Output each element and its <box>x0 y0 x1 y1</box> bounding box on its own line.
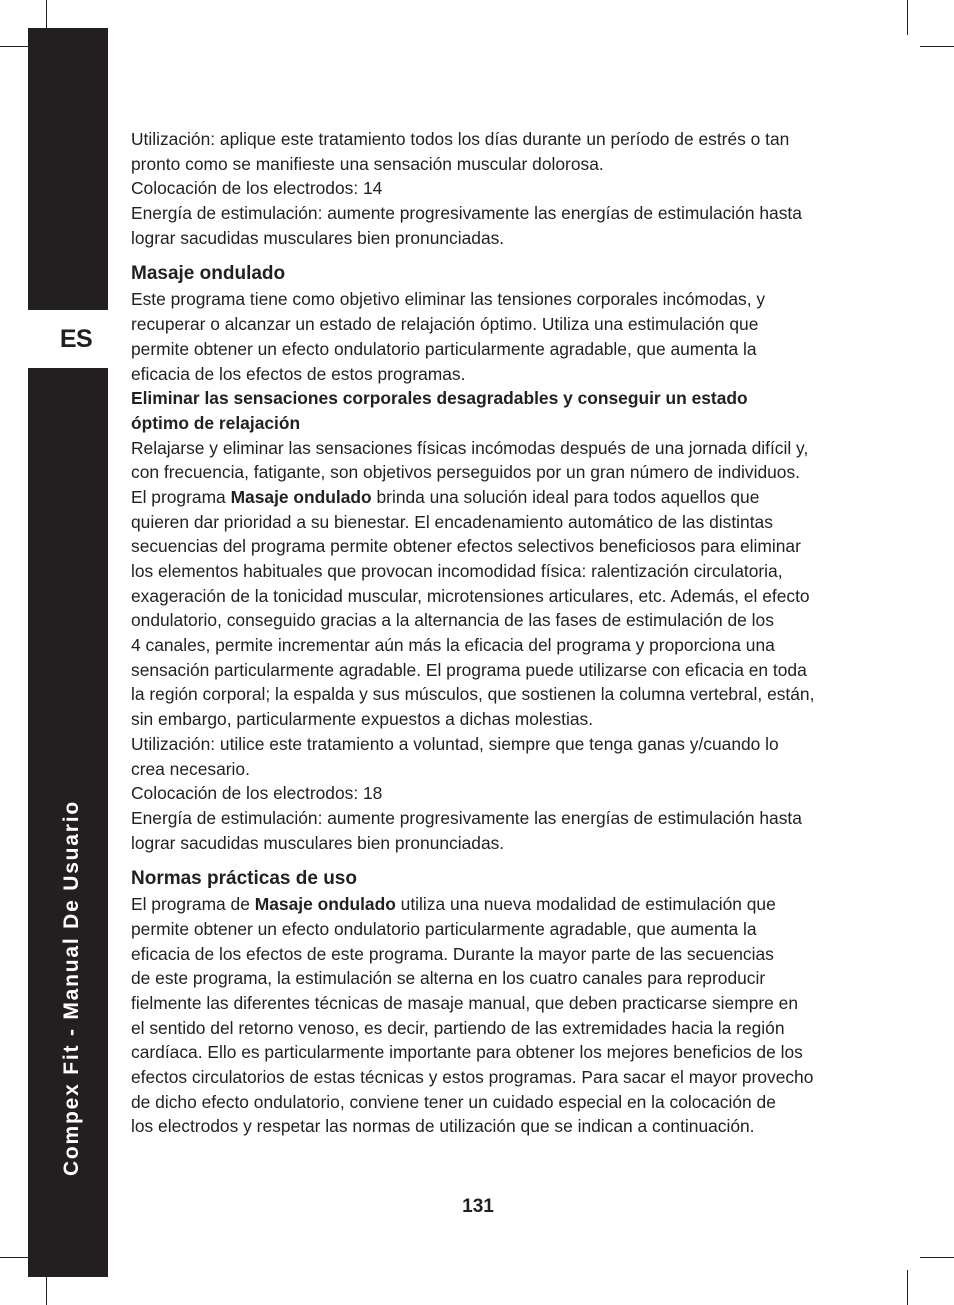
section-heading: Masaje ondulado <box>131 263 286 285</box>
text-line: quieren dar prioridad a su bienestar. El encadenamiento automático de las distintas <box>131 511 773 532</box>
program-description <box>131 287 851 386</box>
text-line: cardíaca. Ello es particularmente importante para obtener los mejores beneficios de los <box>131 1042 803 1063</box>
text-line: Utilización: utilice este tratamiento a voluntad, siempre que tenga ganas y/cuando lo <box>131 733 779 754</box>
section-masaje-ondulado <box>131 261 851 855</box>
crop-mark <box>920 1257 954 1258</box>
intro-block <box>131 127 851 250</box>
text-line: Energía de estimulación: aumente progresivamente las energías de estimulación hasta <box>131 203 802 224</box>
text-line: lograr sacudidas musculares bien pronunciadas. <box>131 832 505 853</box>
crop-mark <box>46 0 47 28</box>
subheading-line: Eliminar las sensaciones corporales desagradables y conseguir un estado <box>131 388 748 409</box>
language-label: ES <box>59 325 93 353</box>
text-line: de este programa, la estimulación se alterna en los cuatro canales para reproducir <box>131 968 766 989</box>
subheading <box>131 386 851 435</box>
text-segment: El programa de <box>131 894 255 915</box>
text-line: eficacia de los efectos de estos programas. <box>131 363 466 384</box>
crop-mark <box>907 0 908 35</box>
text-line: recuperar o alcanzar un estado de relajación óptimo. Utiliza una estimulación que <box>131 314 759 335</box>
section-heading: Normas prácticas de uso <box>131 868 357 890</box>
main-text-column <box>131 127 851 1139</box>
crop-mark <box>46 1277 47 1305</box>
text-line: eficacia de los efectos de este programa. Durante la mayor parte de las secuencias <box>131 943 774 964</box>
text-line: ondulatorio, conseguido gracias a la alternancia de las fases de estimulación de los <box>131 610 774 631</box>
program-body <box>131 436 851 856</box>
text-line: Energía de estimulación: aumente progresivamente las energías de estimulación hasta <box>131 807 802 828</box>
program-name-bold: Masaje ondulado <box>230 486 372 507</box>
text-line: secuencias del programa permite obtener efectos selectivos beneficiosos para eliminar <box>131 536 801 557</box>
crop-mark <box>0 1257 28 1258</box>
text-segment: El programa <box>131 486 231 507</box>
text-line: fielmente las diferentes técnicas de masaje manual, que deben practicarse siempre en <box>131 993 799 1013</box>
text-line: Este programa tiene como objetivo eliminar las tensiones corporales incómodas, y <box>131 289 766 310</box>
subheading-line: óptimo de relajación <box>131 412 301 433</box>
crop-mark <box>0 46 28 47</box>
sidebar-bar-top <box>28 28 108 310</box>
text-line: Colocación de los electrodos: 18 <box>131 783 383 804</box>
crop-mark <box>907 1270 908 1305</box>
text-line <box>131 892 851 917</box>
text-line: sensación particularmente agradable. El programa puede utilizarse con eficacia en toda <box>131 659 807 680</box>
text-line: Relajarse y eliminar las sensaciones físicas incómodas después de una jornada difícil y, <box>131 437 809 458</box>
text-segment: utiliza una nueva modalidad de estimulación que <box>395 894 776 915</box>
text-line: crea necesario. <box>131 758 250 779</box>
text-line: los electrodos y respetar las normas de utilización que se indican a continuación. <box>131 1116 755 1137</box>
program-name-bold: Masaje ondulado <box>254 894 396 915</box>
section-normas-practicas <box>131 866 851 1139</box>
text-line: con frecuencia, fatigante, son objetivos perseguidos por un gran número de individuos. <box>131 462 800 483</box>
text-line: lograr sacudidas musculares bien pronunciadas. <box>131 227 505 248</box>
text-line: la región corporal; la espalda y sus músculos, que sostienen la columna vertebral, están, <box>131 684 815 705</box>
text-line: exageración de la tonicidad muscular, microtensiones articulares, etc. Además, el efecto <box>131 585 810 606</box>
normas-body <box>131 892 851 1139</box>
text-line <box>131 485 851 510</box>
text-line: los elementos habituales que provocan incomodidad física: ralentización circulatoria, <box>131 561 783 581</box>
text-line: el sentido del retorno venoso, es decir, partiendo de las extremidades hacia la región <box>131 1017 785 1038</box>
text-line: efectos circulatorios de estas técnicas y estos programas. Para sacar el mayor provecho <box>131 1067 814 1088</box>
page-number: 131 <box>462 1196 494 1217</box>
text-line: permite obtener un efecto ondulatorio particularmente agradable, que aumenta la <box>131 338 757 359</box>
language-tab <box>28 310 108 368</box>
text-line: sin embargo, particularmente expuestos a dichas molestias. <box>131 709 594 730</box>
running-title: Compex Fit - Manual De Usuario <box>60 799 83 1177</box>
text-line: 4 canales, permite incrementar aún más la eficacia del programa y proporciona una <box>131 635 775 656</box>
text-line: Utilización: aplique este tratamiento todos los días durante un período de estrés o tan <box>131 129 790 149</box>
crop-mark <box>920 46 954 47</box>
text-line: de dicho efecto ondulatorio, conviene tener un cuidado especial en la colocación de <box>131 1091 776 1112</box>
sidebar <box>28 28 108 1277</box>
text-line: pronto como se manifieste una sensación muscular dolorosa. <box>131 153 604 174</box>
text-line: permite obtener un efecto ondulatorio particularmente agradable, que aumenta la <box>131 918 757 939</box>
text-segment: brinda una solución ideal para todos aquellos que <box>371 486 760 507</box>
text-line: Colocación de los electrodos: 14 <box>131 178 383 199</box>
